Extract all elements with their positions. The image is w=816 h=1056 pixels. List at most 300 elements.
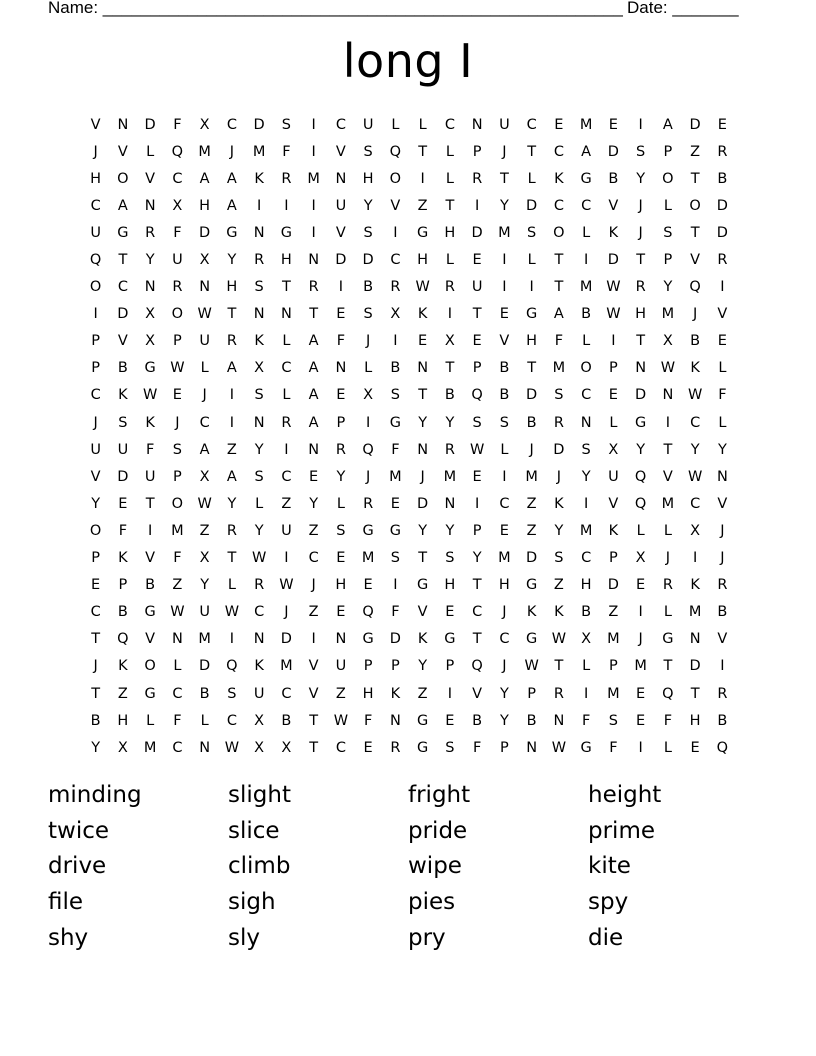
grid-letter[interactable]: P [663, 252, 673, 269]
grid-letter[interactable]: I [284, 550, 289, 567]
grid-letter[interactable]: C [281, 468, 292, 485]
grid-letter[interactable]: M [143, 739, 157, 756]
grid-letter[interactable]: C [553, 143, 564, 160]
grid-letter[interactable]: B [199, 685, 210, 702]
grid-letter[interactable]: V [308, 658, 319, 675]
grid-letter[interactable]: L [173, 658, 182, 675]
grid-letter[interactable]: W [687, 387, 703, 404]
grid-letter[interactable]: T [472, 631, 482, 648]
grid-letter[interactable]: P [609, 550, 618, 567]
grid-letter[interactable]: A [226, 360, 237, 377]
grid-letter[interactable]: L [718, 360, 727, 377]
grid-letter[interactable]: O [389, 170, 402, 187]
grid-letter[interactable]: J [638, 197, 643, 214]
grid-letter[interactable]: H [417, 252, 429, 269]
grid-letter[interactable]: W [606, 279, 621, 296]
grid-letter[interactable]: G [526, 306, 538, 323]
grid-letter[interactable]: Z [526, 495, 537, 512]
grid-letter[interactable]: C [581, 197, 592, 214]
grid-letter[interactable]: N [199, 279, 211, 296]
grid-letter[interactable]: J [665, 550, 671, 567]
grid-letter[interactable]: I [474, 495, 480, 512]
grid-letter[interactable]: K [690, 360, 700, 377]
grid-letter[interactable]: I [720, 279, 725, 296]
grid-letter[interactable]: G [362, 631, 374, 648]
grid-letter[interactable]: D [607, 143, 619, 160]
grid-letter[interactable]: T [690, 685, 700, 702]
grid-letter[interactable]: M [198, 631, 211, 648]
grid-letter[interactable]: D [689, 658, 701, 675]
grid-letter[interactable]: N [253, 306, 265, 323]
grid-letter[interactable]: I [229, 414, 235, 431]
grid-letter[interactable]: U [90, 441, 101, 458]
grid-letter[interactable]: N [580, 414, 592, 431]
grid-letter[interactable]: Q [634, 468, 647, 485]
grid-letter[interactable]: T [527, 143, 537, 160]
grid-letter[interactable]: L [609, 414, 618, 431]
grid-letter[interactable]: N [308, 441, 320, 458]
grid-letter[interactable]: T [227, 550, 237, 567]
grid-letter[interactable]: Q [226, 658, 238, 675]
grid-letter[interactable]: F [173, 712, 182, 729]
grid-letter[interactable]: E [636, 712, 646, 729]
grid-letter[interactable]: N [171, 631, 183, 648]
grid-letter[interactable]: T [554, 279, 564, 296]
grid-letter[interactable]: U [471, 279, 483, 296]
grid-letter[interactable]: O [89, 279, 102, 296]
grid-letter[interactable]: N [253, 224, 265, 241]
grid-letter[interactable]: L [582, 333, 591, 350]
grid-letter[interactable]: N [635, 360, 647, 377]
grid-letter[interactable]: K [417, 306, 428, 323]
grid-letter[interactable]: E [118, 495, 128, 512]
grid-letter[interactable]: F [472, 739, 482, 756]
grid-letter[interactable]: U [335, 658, 347, 675]
grid-letter[interactable]: K [118, 658, 128, 675]
grid-letter[interactable]: B [499, 360, 510, 377]
grid-letter[interactable]: F [173, 224, 182, 241]
grid-letter[interactable]: V [717, 631, 728, 648]
grid-letter[interactable]: C [90, 197, 101, 214]
grid-letter[interactable]: X [254, 739, 265, 756]
grid-letter[interactable]: N [335, 170, 347, 187]
grid-letter[interactable]: Z [553, 577, 564, 594]
grid-letter[interactable]: F [363, 712, 373, 729]
grid-letter[interactable]: J [529, 441, 534, 458]
grid-letter[interactable]: D [144, 116, 156, 133]
grid-letter[interactable]: W [224, 739, 240, 756]
grid-letter[interactable]: R [254, 577, 265, 594]
grid-letter[interactable]: H [580, 577, 592, 594]
grid-letter[interactable]: N [389, 712, 401, 729]
grid-letter[interactable]: A [308, 333, 319, 350]
grid-letter[interactable]: O [117, 170, 129, 187]
grid-letter[interactable]: L [527, 170, 536, 187]
grid-letter[interactable]: V [90, 468, 101, 485]
grid-letter[interactable]: R [390, 279, 401, 296]
grid-letter[interactable]: S [363, 143, 373, 160]
grid-letter[interactable]: X [444, 333, 455, 350]
grid-letter[interactable]: I [720, 658, 725, 675]
grid-letter[interactable]: B [117, 360, 128, 377]
grid-letter[interactable]: L [336, 495, 345, 512]
grid-letter[interactable]: J [365, 333, 371, 350]
grid-letter[interactable]: R [717, 252, 728, 269]
grid-letter[interactable]: E [363, 739, 373, 756]
grid-letter[interactable]: R [553, 685, 564, 702]
grid-letter[interactable]: N [553, 712, 565, 729]
grid-letter[interactable]: C [581, 387, 592, 404]
grid-letter[interactable]: P [391, 658, 400, 675]
grid-letter[interactable]: L [255, 495, 264, 512]
grid-letter[interactable]: A [308, 387, 319, 404]
grid-letter[interactable]: H [444, 224, 456, 241]
grid-letter[interactable]: D [607, 252, 619, 269]
grid-letter[interactable]: C [444, 116, 455, 133]
grid-letter[interactable]: Y [445, 522, 455, 539]
grid-letter[interactable]: F [609, 739, 618, 756]
grid-letter[interactable]: S [554, 387, 564, 404]
grid-letter[interactable]: I [474, 197, 480, 214]
grid-letter[interactable]: Q [389, 143, 402, 160]
grid-letter[interactable]: I [393, 224, 398, 241]
grid-letter[interactable]: E [636, 577, 646, 594]
grid-letter[interactable]: K [417, 631, 428, 648]
grid-letter[interactable]: T [418, 550, 428, 567]
grid-letter[interactable]: S [636, 143, 646, 160]
grid-letter[interactable]: I [256, 197, 262, 214]
grid-letter[interactable]: I [284, 441, 289, 458]
grid-letter[interactable]: J [175, 414, 180, 431]
grid-letter[interactable]: V [145, 631, 156, 648]
grid-letter[interactable]: F [173, 116, 182, 133]
grid-letter[interactable]: X [254, 712, 265, 729]
grid-letter[interactable]: X [117, 739, 128, 756]
grid-letter[interactable]: O [171, 495, 184, 512]
grid-letter[interactable]: D [716, 224, 728, 241]
grid-letter[interactable]: E [636, 685, 646, 702]
grid-letter[interactable]: M [607, 685, 620, 702]
grid-letter[interactable]: F [391, 441, 400, 458]
grid-letter[interactable]: W [469, 441, 485, 458]
grid-letter[interactable]: D [253, 116, 265, 133]
grid-letter[interactable]: T [227, 306, 237, 323]
grid-letter[interactable]: M [661, 495, 675, 512]
grid-letter[interactable]: N [689, 631, 701, 648]
grid-letter[interactable]: F [336, 333, 346, 350]
grid-letter[interactable]: O [689, 197, 701, 214]
grid-letter[interactable]: Q [362, 441, 374, 458]
grid-letter[interactable]: D [471, 224, 483, 241]
grid-letter[interactable]: R [662, 577, 673, 594]
grid-letter[interactable]: Y [418, 414, 428, 431]
grid-letter[interactable]: M [389, 468, 402, 485]
grid-letter[interactable]: H [226, 279, 238, 296]
grid-letter[interactable]: X [254, 360, 265, 377]
grid-letter[interactable]: X [172, 197, 183, 214]
grid-letter[interactable]: R [308, 279, 319, 296]
grid-letter[interactable]: J [93, 658, 98, 675]
grid-letter[interactable]: Y [717, 441, 727, 458]
grid-letter[interactable]: L [146, 143, 155, 160]
grid-letter[interactable]: N [117, 116, 129, 133]
grid-letter[interactable]: J [720, 550, 725, 567]
grid-letter[interactable]: K [554, 604, 564, 621]
grid-letter[interactable]: J [502, 143, 507, 160]
grid-letter[interactable]: E [499, 306, 509, 323]
grid-letter[interactable]: I [365, 414, 371, 431]
grid-letter[interactable]: S [254, 279, 264, 296]
grid-letter[interactable]: T [663, 658, 673, 675]
grid-letter[interactable]: X [145, 306, 156, 323]
grid-letter[interactable]: U [335, 197, 347, 214]
grid-letter[interactable]: H [689, 712, 701, 729]
grid-letter[interactable]: M [579, 279, 593, 296]
grid-letter[interactable]: C [90, 604, 101, 621]
grid-letter[interactable]: Y [200, 577, 210, 594]
grid-letter[interactable]: Y [309, 495, 319, 512]
grid-letter[interactable]: N [253, 414, 265, 431]
grid-letter[interactable]: X [635, 550, 646, 567]
grid-letter[interactable]: U [281, 522, 292, 539]
grid-letter[interactable]: C [172, 170, 183, 187]
grid-letter[interactable]: I [447, 306, 453, 323]
grid-letter[interactable]: T [690, 170, 700, 187]
grid-letter[interactable]: E [336, 604, 346, 621]
grid-letter[interactable]: H [362, 685, 374, 702]
grid-letter[interactable]: S [363, 306, 373, 323]
grid-letter[interactable]: M [688, 604, 702, 621]
grid-letter[interactable]: L [146, 712, 155, 729]
grid-letter[interactable]: V [608, 197, 619, 214]
grid-letter[interactable]: T [445, 360, 455, 377]
grid-letter[interactable]: P [663, 143, 673, 160]
grid-letter[interactable]: G [417, 224, 429, 241]
grid-letter[interactable]: J [311, 577, 316, 594]
grid-letter[interactable]: P [173, 468, 182, 485]
grid-letter[interactable]: S [390, 387, 400, 404]
grid-letter[interactable]: Z [226, 441, 237, 458]
grid-letter[interactable]: W [279, 577, 294, 594]
grid-letter[interactable]: M [280, 658, 293, 675]
grid-letter[interactable]: E [445, 604, 455, 621]
grid-letter[interactable]: Y [418, 522, 428, 539]
grid-letter[interactable]: F [282, 143, 291, 160]
grid-letter[interactable]: C [254, 604, 265, 621]
grid-letter[interactable]: H [199, 197, 211, 214]
grid-letter[interactable]: L [445, 143, 454, 160]
grid-letter[interactable]: E [472, 333, 482, 350]
grid-letter[interactable]: X [199, 468, 210, 485]
grid-letter[interactable]: V [90, 116, 101, 133]
grid-letter[interactable]: B [117, 604, 128, 621]
grid-letter[interactable]: I [284, 197, 289, 214]
grid-letter[interactable]: F [718, 387, 727, 404]
grid-letter[interactable]: N [444, 495, 456, 512]
grid-letter[interactable]: B [499, 387, 510, 404]
grid-letter[interactable]: B [608, 170, 619, 187]
grid-letter[interactable]: B [145, 577, 156, 594]
grid-letter[interactable]: L [582, 658, 591, 675]
grid-letter[interactable]: V [390, 197, 401, 214]
grid-letter[interactable]: T [554, 658, 564, 675]
grid-letter[interactable]: S [390, 550, 400, 567]
grid-letter[interactable]: T [418, 143, 428, 160]
grid-letter[interactable]: D [526, 387, 538, 404]
grid-letter[interactable]: A [226, 468, 237, 485]
grid-letter[interactable]: J [93, 143, 98, 160]
grid-letter[interactable]: E [172, 387, 182, 404]
grid-letter[interactable]: W [415, 279, 430, 296]
grid-letter[interactable]: J [365, 468, 371, 485]
grid-letter[interactable]: B [281, 712, 292, 729]
grid-letter[interactable]: O [662, 170, 674, 187]
grid-letter[interactable]: Q [716, 739, 729, 756]
grid-letter[interactable]: C [499, 495, 510, 512]
grid-letter[interactable]: E [309, 468, 319, 485]
grid-letter[interactable]: F [554, 333, 564, 350]
grid-letter[interactable]: X [608, 441, 619, 458]
grid-letter[interactable]: D [280, 631, 292, 648]
grid-letter[interactable]: L [364, 360, 373, 377]
grid-letter[interactable]: L [663, 522, 672, 539]
grid-letter[interactable]: P [609, 658, 618, 675]
grid-letter[interactable]: M [579, 522, 593, 539]
grid-letter[interactable]: Y [472, 550, 482, 567]
grid-letter[interactable]: I [583, 252, 589, 269]
grid-letter[interactable]: Z [335, 685, 346, 702]
grid-letter[interactable]: I [93, 306, 98, 323]
grid-letter[interactable]: T [445, 197, 455, 214]
grid-letter[interactable]: H [498, 577, 510, 594]
grid-letter[interactable]: N [526, 739, 538, 756]
grid-letter[interactable]: E [690, 739, 700, 756]
grid-letter[interactable]: H [117, 712, 129, 729]
grid-letter[interactable]: C [281, 685, 292, 702]
grid-letter[interactable]: G [144, 685, 156, 702]
grid-letter[interactable]: E [717, 333, 727, 350]
grid-letter[interactable]: G [144, 604, 156, 621]
grid-letter[interactable]: I [638, 739, 643, 756]
grid-letter[interactable]: Q [471, 387, 483, 404]
grid-letter[interactable]: E [418, 333, 428, 350]
grid-letter[interactable]: I [311, 224, 316, 241]
grid-letter[interactable]: U [362, 116, 374, 133]
grid-letter[interactable]: A [199, 441, 210, 458]
grid-letter[interactable]: J [720, 522, 725, 539]
grid-letter[interactable]: W [197, 495, 212, 512]
grid-letter[interactable]: W [224, 604, 240, 621]
grid-letter[interactable]: E [554, 116, 564, 133]
grid-letter[interactable]: L [582, 224, 591, 241]
grid-letter[interactable]: Y [418, 658, 428, 675]
grid-letter[interactable]: U [253, 685, 265, 702]
grid-letter[interactable]: R [635, 279, 646, 296]
grid-letter[interactable]: J [93, 414, 98, 431]
grid-letter[interactable]: L [227, 577, 236, 594]
grid-letter[interactable]: Y [227, 495, 237, 512]
grid-letter[interactable]: X [581, 631, 592, 648]
grid-letter[interactable]: K [390, 685, 401, 702]
grid-letter[interactable]: S [445, 739, 455, 756]
grid-letter[interactable]: U [608, 468, 619, 485]
grid-letter[interactable]: N [662, 387, 674, 404]
grid-letter[interactable]: Z [281, 495, 292, 512]
grid-letter[interactable]: I [311, 197, 316, 214]
grid-letter[interactable]: Y [254, 522, 264, 539]
grid-letter[interactable]: Y [663, 279, 673, 296]
grid-letter[interactable]: P [363, 658, 373, 675]
grid-letter[interactable]: L [636, 522, 645, 539]
grid-letter[interactable]: W [687, 468, 703, 485]
grid-letter[interactable]: T [472, 577, 482, 594]
grid-letter[interactable]: R [281, 414, 292, 431]
grid-letter[interactable]: I [393, 333, 398, 350]
grid-letter[interactable]: L [663, 604, 672, 621]
grid-letter[interactable]: S [118, 414, 128, 431]
grid-letter[interactable]: C [199, 414, 210, 431]
grid-letter[interactable]: T [499, 170, 509, 187]
grid-letter[interactable]: T [309, 712, 319, 729]
grid-letter[interactable]: M [634, 658, 647, 675]
grid-letter[interactable]: S [581, 441, 591, 458]
grid-letter[interactable]: Z [690, 143, 701, 160]
grid-letter[interactable]: R [172, 279, 183, 296]
grid-letter[interactable]: H [280, 252, 292, 269]
grid-letter[interactable]: G [662, 631, 674, 648]
grid-letter[interactable]: J [202, 387, 207, 404]
grid-letter[interactable]: D [716, 197, 728, 214]
grid-letter[interactable]: C [499, 631, 510, 648]
grid-letter[interactable]: C [472, 604, 483, 621]
grid-letter[interactable]: S [363, 224, 373, 241]
grid-letter[interactable]: T [91, 631, 101, 648]
grid-letter[interactable]: G [226, 224, 238, 241]
grid-letter[interactable]: U [90, 224, 101, 241]
grid-letter[interactable]: I [638, 604, 643, 621]
grid-letter[interactable]: U [144, 468, 156, 485]
grid-letter[interactable]: X [390, 306, 401, 323]
grid-letter[interactable]: I [338, 279, 344, 296]
grid-letter[interactable]: I [311, 143, 316, 160]
grid-letter[interactable]: G [526, 577, 538, 594]
grid-letter[interactable]: U [199, 604, 210, 621]
grid-letter[interactable]: R [226, 522, 237, 539]
grid-letter[interactable]: G [144, 360, 156, 377]
grid-letter[interactable]: W [551, 631, 567, 648]
grid-letter[interactable]: L [663, 739, 672, 756]
grid-letter[interactable]: I [502, 468, 507, 485]
grid-letter[interactable]: D [553, 441, 565, 458]
grid-letter[interactable]: Q [117, 631, 129, 648]
grid-letter[interactable]: W [170, 604, 185, 621]
grid-letter[interactable]: L [391, 116, 400, 133]
grid-letter[interactable]: L [527, 252, 536, 269]
grid-letter[interactable]: W [142, 387, 158, 404]
grid-letter[interactable]: D [417, 495, 429, 512]
grid-letter[interactable]: P [609, 360, 618, 377]
grid-letter[interactable]: C [335, 116, 346, 133]
grid-letter[interactable]: P [173, 333, 182, 350]
grid-letter[interactable]: J [284, 604, 289, 621]
grid-letter[interactable]: T [418, 387, 428, 404]
grid-letter[interactable]: Z [308, 522, 319, 539]
grid-letter[interactable]: D [389, 631, 401, 648]
grid-letter[interactable]: T [472, 306, 482, 323]
grid-letter[interactable]: I [420, 170, 425, 187]
grid-letter[interactable]: P [91, 333, 100, 350]
grid-letter[interactable]: T [91, 685, 101, 702]
